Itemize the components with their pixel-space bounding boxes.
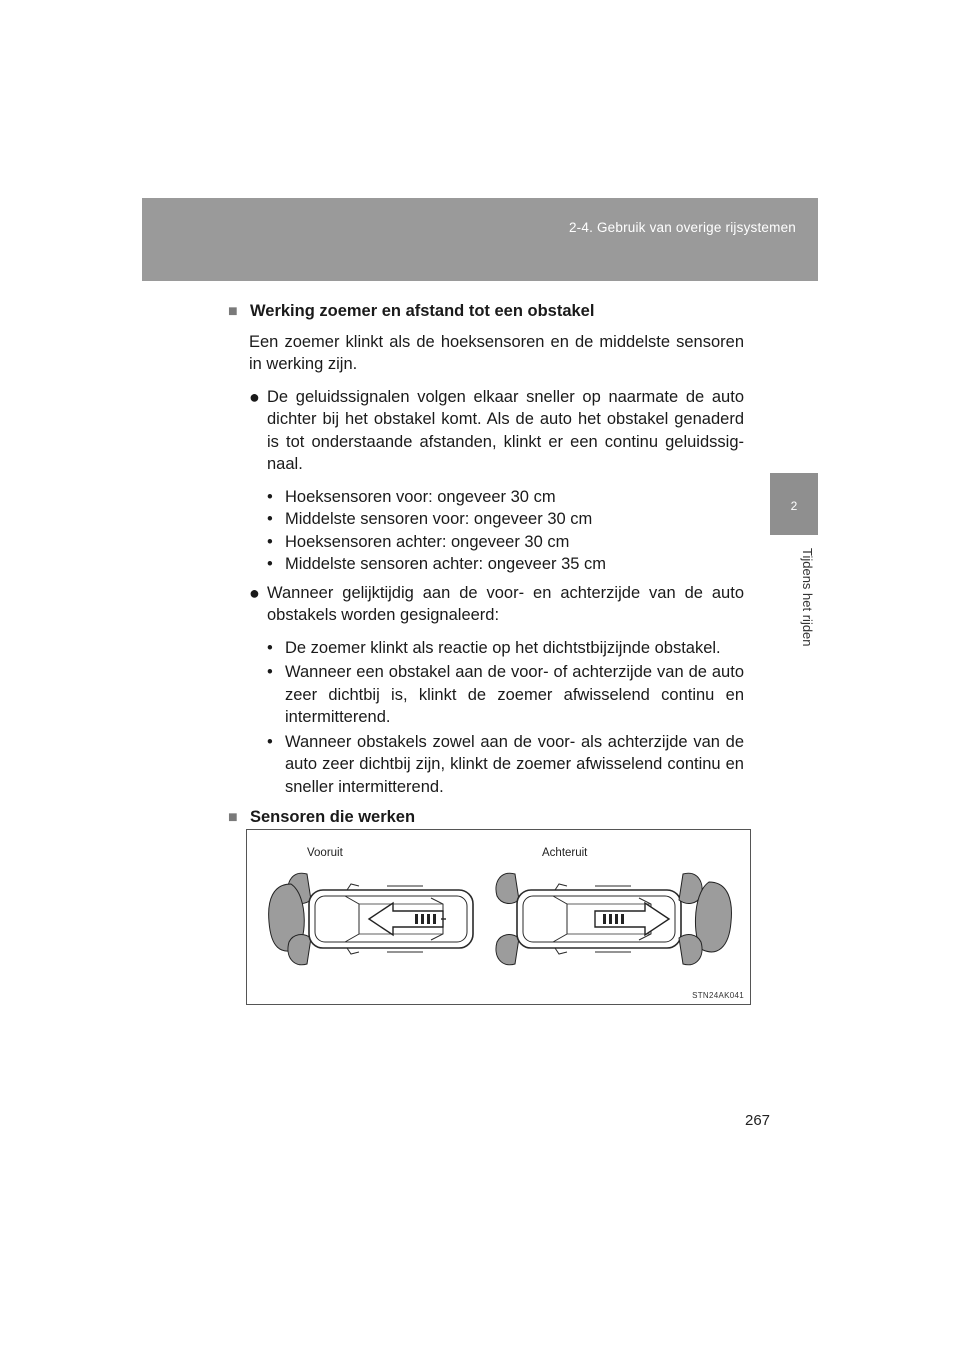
- list-item: • Wanneer obstakels zowel aan de voor- als achterzijde van de auto zeer dichtbij zijn, klinkt de zoemer afwisselend continu en sneller intermitterend.: [267, 732, 744, 796]
- figure-code: STN24AK041: [692, 991, 744, 1000]
- list-item: • De zoemer klinkt als reactie op het dichtstbijzijnde obstakel.: [267, 638, 721, 657]
- sensor-zone-rear-corner-bottom: [679, 935, 702, 965]
- list-item: • Hoeksensoren voor: ongeveer 30 cm: [267, 487, 556, 506]
- list-item: • Middelste sensoren achter: ongeveer 35 cm: [267, 555, 607, 573]
- figure-label-reverse: Achteruit: [542, 847, 588, 859]
- square-bullet-icon: ■: [228, 303, 238, 320]
- header-bar: [142, 198, 818, 281]
- figure-label-forward: Vooruit: [307, 847, 343, 859]
- page-content: [228, 300, 744, 830]
- behaviour-list: [267, 637, 744, 799]
- heading-text: Werking zoemer en afstand tot een obstakel: [250, 302, 595, 320]
- section-title: 2-4. Gebruik van overige rijsystemen: [568, 220, 796, 235]
- sensor-zone-front-corner-top: [496, 873, 519, 903]
- intro-paragraph: Een zoemer klinkt als de hoeksensoren en de middelste sensoren in werking zijn.: [249, 332, 744, 373]
- sensor-figure: [246, 829, 751, 1005]
- list-item: • Middelste sensoren voor: ongeveer 30 cm: [267, 510, 593, 528]
- chapter-number: 2: [790, 499, 798, 513]
- distance-list: [267, 486, 744, 576]
- car-forward-illustration: [269, 873, 473, 965]
- square-bullet-icon: ■: [228, 809, 238, 826]
- sensor-diagram: [247, 830, 750, 1004]
- bullet-text: De geluidssignalen volgen elkaar sneller op naarmate de auto dichter bij het obstakel komt. Als de auto het obstakel genaderd is tot onderstaande afstanden, klinkt er een continu geluidssig-naal.: [267, 387, 744, 473]
- section-heading-buzzer: [228, 300, 744, 324]
- car-reverse-illustration: [496, 873, 731, 965]
- section-heading-sensors: [228, 806, 744, 830]
- filled-circle-icon: ●: [249, 582, 260, 603]
- list-item: • Hoeksensoren achter: ongeveer 30 cm: [267, 532, 570, 551]
- list-item: • Wanneer een obstakel aan de voor- of achterzijde van de auto zeer dichtbij is, klinkt de zoemer afwisselend continu en intermitterend.: [267, 663, 744, 726]
- chapter-tab: [770, 473, 818, 535]
- sensor-zone-front-corner-bottom: [288, 935, 311, 965]
- bullet-item: [249, 582, 744, 627]
- heading-text: Sensoren die werken: [250, 808, 416, 826]
- bullet-item: [249, 386, 744, 476]
- page-number: 267: [745, 1112, 771, 1129]
- bullet-text: Wanneer gelijktijdig aan de voor- en achterzijde van de auto obstakels worden gesignaleerd:: [267, 583, 744, 624]
- chapter-label: Tijdens het rijden: [800, 548, 815, 647]
- filled-circle-icon: ●: [249, 386, 260, 407]
- sensor-zone-front-corner-bottom: [496, 935, 519, 965]
